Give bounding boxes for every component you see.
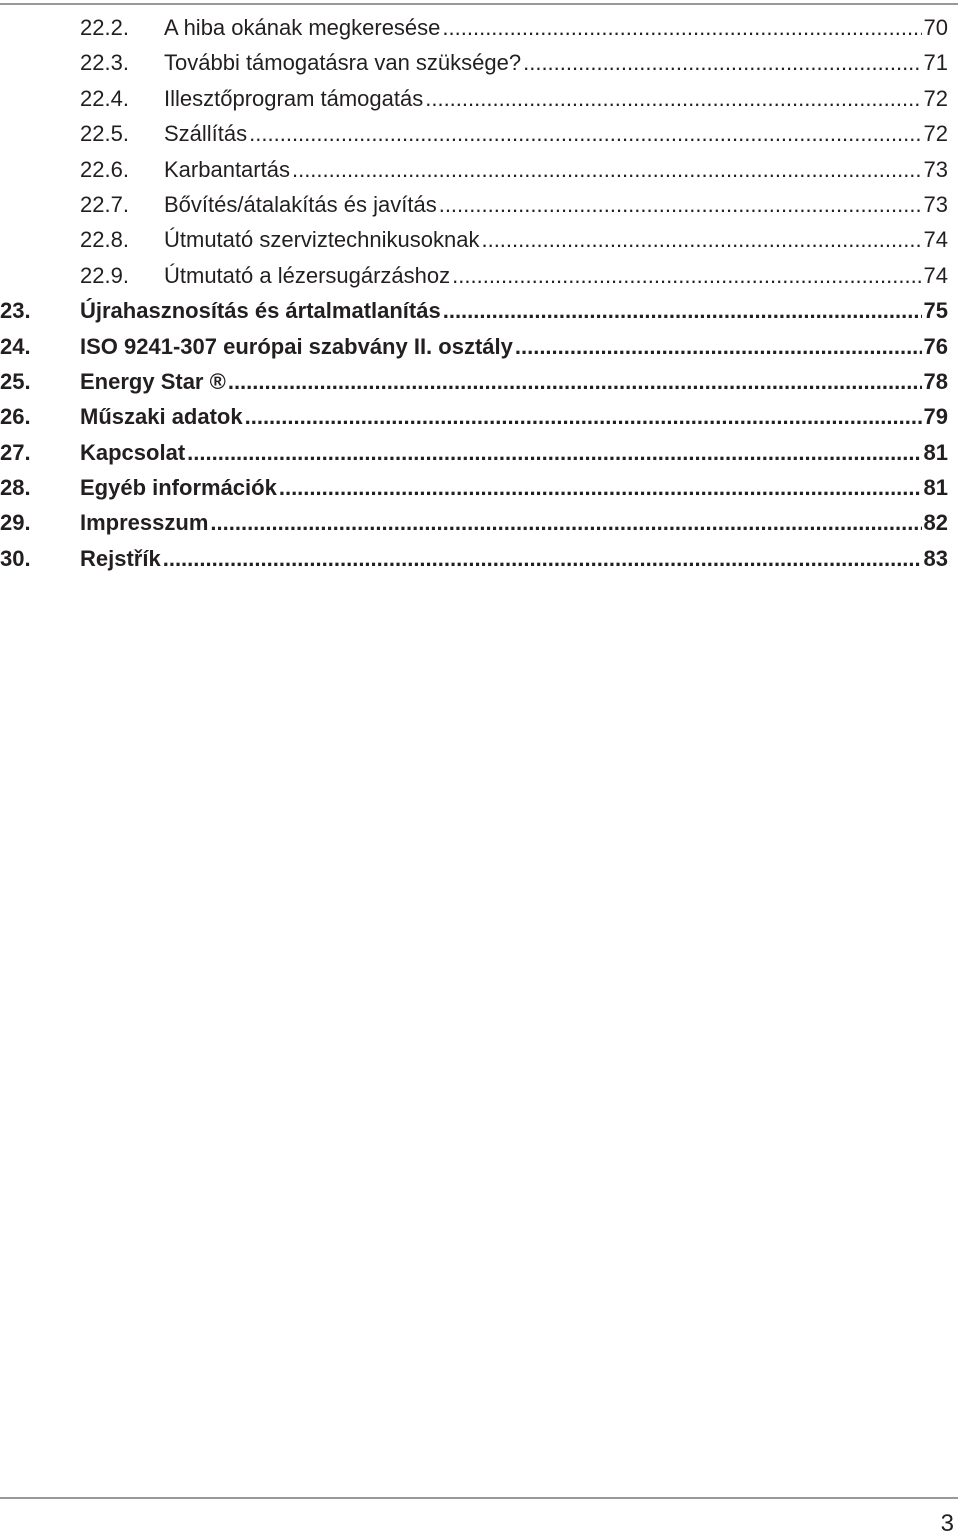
toc-leader-dots [187, 435, 921, 470]
toc-entry-page: 72 [923, 85, 948, 111]
toc-entry-page: 79 [923, 404, 948, 430]
toc-entry-title: Útmutató szerviztechnikusoknak [164, 227, 480, 253]
toc-entry-title: Műszaki adatok [80, 404, 243, 430]
toc-entry[interactable] [0, 81, 948, 116]
toc-entry-title: Kapcsolat [80, 439, 186, 465]
toc-entry-page: 81 [923, 475, 948, 501]
toc-entry-number: 29. [0, 510, 31, 536]
toc-entry[interactable] [0, 505, 948, 540]
toc-entry-page: 72 [923, 121, 948, 147]
toc-leader-dots [481, 222, 921, 257]
toc-entry[interactable] [0, 45, 948, 80]
toc-entry-number: 27. [0, 439, 31, 465]
toc-entry-title: A hiba okának megkeresése [164, 15, 441, 40]
toc-entry-title: Impresszum [80, 510, 209, 536]
toc-entry-number: 22.2. [80, 15, 129, 40]
toc-entry-number: 23. [0, 298, 31, 324]
toc-entry-number: 22.8. [80, 227, 129, 253]
toc-entry[interactable] [0, 116, 948, 151]
toc-entry-title: Egyéb információk [80, 475, 277, 501]
toc-entry[interactable] [0, 187, 948, 222]
toc-entry-page: 82 [923, 510, 948, 536]
toc-entry[interactable] [0, 222, 948, 257]
toc-entry-title: Energy Star ® [80, 368, 226, 394]
toc-entry[interactable] [0, 399, 948, 434]
toc-entry-title: Bővítés/átalakítás és javítás [164, 191, 437, 217]
table-of-contents [0, 10, 948, 576]
toc-entry-page: 76 [923, 333, 948, 359]
toc-leader-dots [210, 505, 921, 540]
toc-entry-page: 83 [923, 545, 948, 571]
toc-entry-number: 28. [0, 475, 31, 501]
toc-entry-number: 22.3. [80, 50, 129, 76]
toc-entry-page: 75 [923, 298, 948, 324]
toc-entry[interactable] [0, 10, 948, 45]
page-number: 3 [940, 1510, 954, 1537]
toc-entry-number: 22.7. [80, 191, 129, 217]
toc-entry-page: 73 [923, 156, 948, 182]
toc-entry-title: További támogatásra van szüksége? [164, 50, 522, 76]
toc-entry[interactable] [0, 470, 948, 505]
toc-leader-dots [425, 81, 921, 116]
toc-entry-page: 74 [923, 262, 948, 288]
toc-entry-title: ISO 9241-307 európai szabvány II. osztály [80, 333, 513, 359]
toc-entry[interactable] [0, 364, 948, 399]
toc-leader-dots [249, 116, 921, 151]
bottom-divider [0, 1497, 958, 1499]
toc-entry-page: 70 [923, 15, 948, 40]
toc-leader-dots [515, 329, 922, 364]
toc-entry-number: 26. [0, 404, 31, 430]
toc-leader-dots [163, 541, 922, 576]
toc-entry-number: 30. [0, 545, 31, 571]
toc-entry[interactable] [0, 293, 948, 328]
toc-entry-title: Szállítás [164, 121, 248, 147]
toc-leader-dots [452, 258, 921, 293]
toc-entry[interactable] [0, 435, 948, 470]
toc-entry-number: 22.6. [80, 156, 129, 182]
toc-entry-page: 81 [923, 439, 948, 465]
top-divider [0, 3, 958, 5]
toc-entry-number: 25. [0, 368, 31, 394]
toc-leader-dots [442, 10, 921, 45]
toc-leader-dots [279, 470, 922, 505]
toc-entry-title: Karbantartás [164, 156, 290, 182]
toc-entry[interactable] [0, 541, 948, 576]
toc-leader-dots [292, 152, 922, 187]
toc-entry-number: 22.9. [80, 262, 129, 288]
toc-entry-number: 22.4. [80, 85, 129, 111]
toc-entry-page: 73 [923, 191, 948, 217]
toc-leader-dots [228, 364, 922, 399]
toc-entry-title: Illesztőprogram támogatás [164, 85, 424, 111]
toc-entry-number: 24. [0, 333, 31, 359]
toc-entry[interactable] [0, 152, 948, 187]
toc-entry-number: 22.5. [80, 121, 129, 147]
toc-entry-title: Rejstřík [80, 545, 161, 571]
toc-entry-title: Útmutató a lézersugárzáshoz [164, 262, 451, 288]
toc-leader-dots [523, 45, 921, 80]
toc-entry-page: 74 [923, 227, 948, 253]
toc-leader-dots [439, 187, 922, 222]
toc-entry-title: Újrahasznosítás és ártalmatlanítás [80, 298, 441, 324]
toc-entry[interactable] [0, 329, 948, 364]
toc-entry[interactable] [0, 258, 948, 293]
toc-entry-page: 78 [923, 368, 948, 394]
toc-leader-dots [245, 399, 922, 434]
toc-leader-dots [443, 293, 922, 328]
toc-entry-page: 71 [923, 50, 948, 76]
